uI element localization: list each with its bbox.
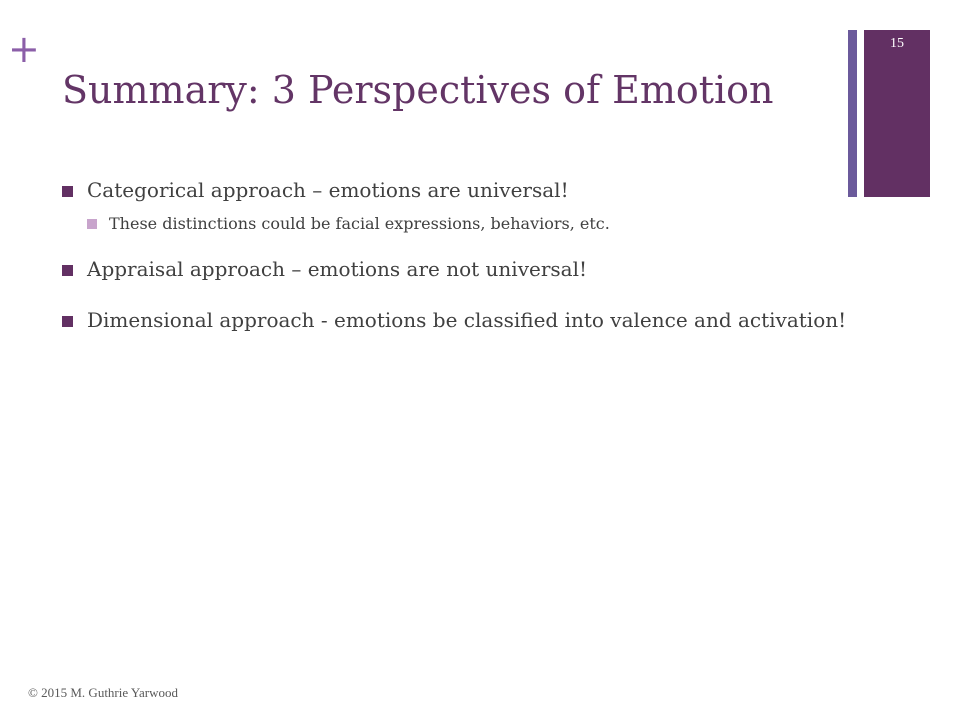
square-bullet-icon [62,186,73,197]
square-bullet-icon [62,316,73,327]
copyright-footer: © 2015 M. Guthrie Yarwood [28,685,178,700]
bullet-text: Categorical approach – emotions are universal! [87,178,569,202]
square-bullet-icon [62,265,73,276]
slide-number: 15 [890,36,904,51]
bullet-list [62,178,862,333]
accent-bar-block [864,30,930,197]
bullet-item [62,308,862,333]
bullet-item [62,257,862,282]
bullet-text: Appraisal approach – emotions are not universal! [87,257,588,281]
bullet-text: Dimensional approach - emotions be classified into valence and activation! [87,308,847,332]
plus-icon: + [8,27,40,71]
slide-title: Summary: 3 Perspectives of Emotion [62,68,774,112]
bullet-item [62,178,862,203]
sub-bullet-item [87,213,862,235]
square-bullet-icon [87,219,97,229]
sub-bullet-text: These distinctions could be facial expressions, behaviors, etc. [109,214,610,233]
accent-bar-thin [848,30,857,197]
